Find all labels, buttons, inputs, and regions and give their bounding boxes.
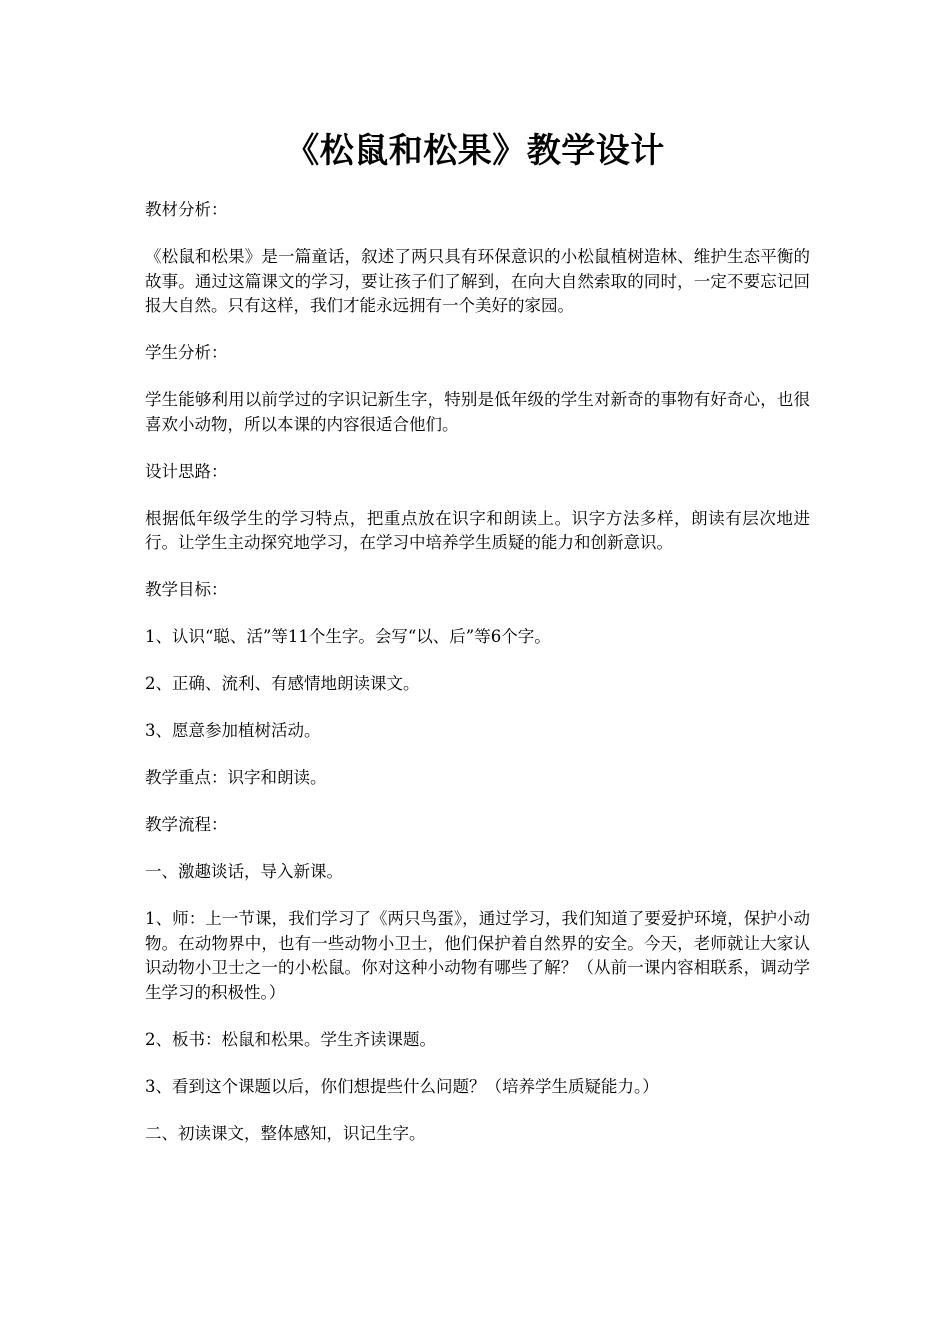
paragraph-design-idea: 根据低年级学生的学习特点，把重点放在识字和朗读上。识字方法多样，朗读有层次地进行。让学生主动探究地学习，在学习中培养学生质疑的能力和创新意识。 (145, 508, 810, 552)
document-body (145, 198, 810, 1169)
paragraph-student-analysis: 学生能够利用以前学过的字识记新生字，特别是低年级的学生对新奇的事物有好奇心，也很喜欢小动物，所以本课的内容很适合他们。 (145, 390, 810, 434)
process-step-2: 2、板书：松鼠和松果。学生齐读课题。 (145, 1029, 436, 1049)
heading-textbook-analysis: 教材分析： (145, 200, 228, 219)
process-step-1: 1、师：上一节课，我们学习了《两只鸟蛋》，通过学习，我们知道了要爱护环境，保护小动物。在动物界中，也有一些动物小卫士，他们保护着自然界的安全。今天，老师就让大家认识动物小卫士之一的小松鼠。你对这种小动物有哪些了解？（从前一课内容相联系，调动学生学习的积极性。） (145, 909, 810, 1002)
teaching-focus: 教学重点：识字和朗读。 (145, 768, 327, 787)
heading-teaching-process: 教学流程： (145, 815, 228, 834)
goal-item-2: 2、正确、流利、有感情地朗读课文。 (145, 674, 420, 693)
process-step-3: 3、看到这个课题以后，你们想提些什么问题？（培养学生质疑能力。） (145, 1076, 659, 1096)
process-section-1: 一、激趣谈话，导入新课。 (145, 862, 343, 881)
heading-student-analysis: 学生分析： (145, 343, 228, 362)
heading-teaching-goals: 教学目标： (145, 580, 228, 599)
paragraph-textbook-analysis: 《松鼠和松果》是一篇童话，叙述了两只具有环保意识的小松鼠植树造林、维护生态平衡的故事。通过这篇课文的学习，要让孩子们了解到，在向大自然索取的同时，一定不要忘记回报大自然。只有这样，我们才能永远拥有一个美好的家园。 (145, 247, 810, 315)
goal-item-3: 3、愿意参加植树活动。 (145, 721, 321, 740)
heading-design-idea: 设计思路： (145, 461, 228, 481)
goal-item-1: 1、认识“聪、活”等11个生字。会写“以、后”等6个字。 (145, 627, 551, 646)
document-title: 《松鼠和松果》教学设计 (285, 131, 665, 171)
process-section-2: 二、初读课文，整体感知，识记生字。 (145, 1123, 426, 1143)
